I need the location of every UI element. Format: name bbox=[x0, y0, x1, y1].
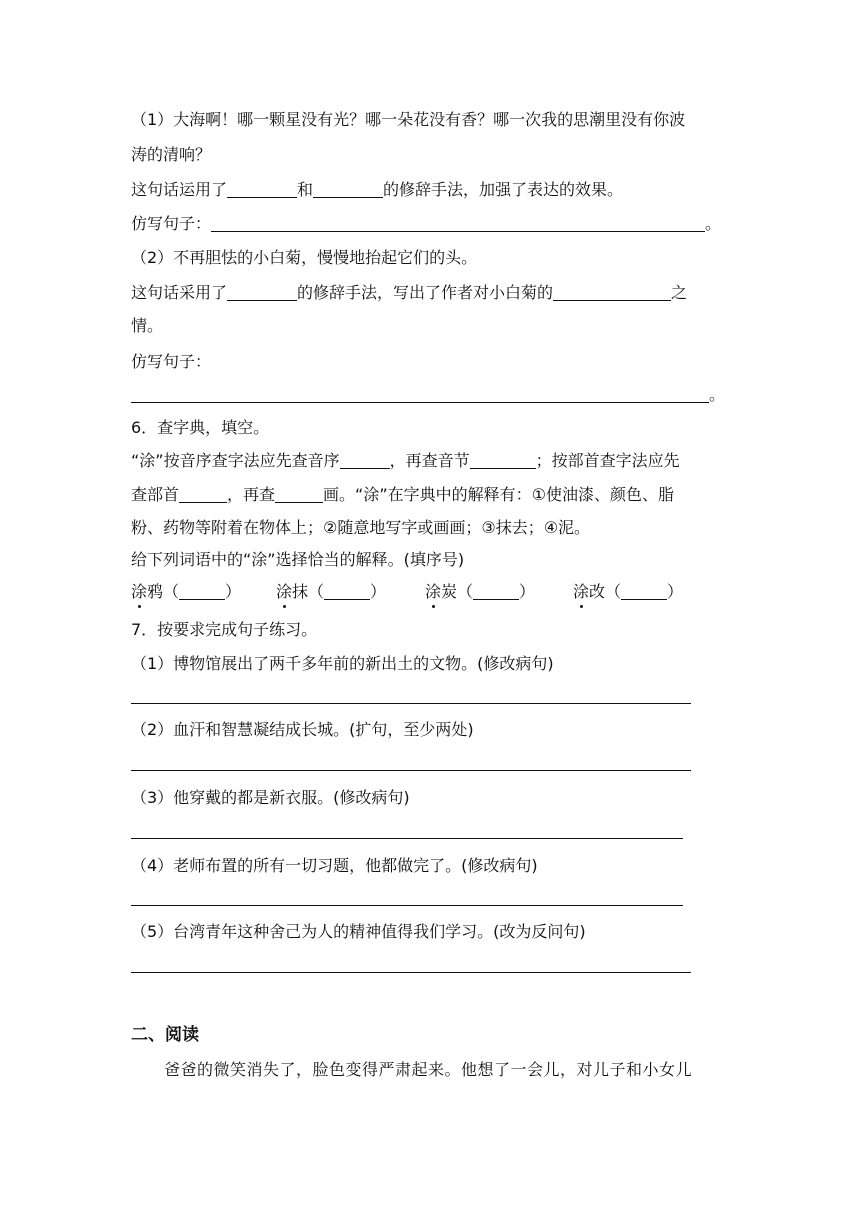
q6-blank-bushou[interactable] bbox=[179, 487, 227, 503]
q5-s2-fill bbox=[131, 283, 687, 303]
q7-title: 7．按要求完成句子练习。 bbox=[131, 620, 318, 639]
q6-word-3-paren-close: ） bbox=[519, 582, 536, 601]
q5-s1-fill-text-b: 和 bbox=[297, 180, 314, 199]
q6-word-2-blank[interactable] bbox=[324, 584, 370, 600]
q7-item-4: （4）老师布置的所有一切习题，他都做完了。(修改病句) bbox=[131, 856, 538, 875]
q5-s1-blank-2[interactable] bbox=[313, 182, 383, 198]
q6-line2 bbox=[131, 485, 674, 505]
q7-answer-line-5[interactable] bbox=[131, 972, 691, 973]
q5-s1-period: 。 bbox=[705, 214, 722, 233]
q6-word-1-paren-open: （ bbox=[163, 582, 180, 601]
q6-line3: 粉、药物等附着在物体上；②随意地写字或画画；③抹去；④泥。 bbox=[131, 518, 591, 537]
q6-word-1-char: 涂 bbox=[131, 582, 148, 601]
q6-word-4-char: 涂 bbox=[573, 582, 590, 601]
q6-word-4-paren-open: （ bbox=[605, 582, 622, 601]
q7-item-3: （3）他穿戴的都是新衣服。(修改病句) bbox=[131, 788, 410, 807]
q6-line2-text-b: ，再查 bbox=[227, 485, 276, 504]
q5-s1-imitate-blank[interactable] bbox=[211, 216, 705, 232]
q5-s1-imitate-label: 仿写句子： bbox=[131, 214, 212, 233]
q6-title: 6．查字典，填空。 bbox=[131, 418, 270, 437]
q6-word-4-blank[interactable] bbox=[621, 584, 667, 600]
q5-s2-imitate-blank[interactable] bbox=[131, 387, 709, 403]
q5-s1-blank-1[interactable] bbox=[227, 182, 297, 198]
q5-s2-fill-text-c: 之 bbox=[671, 283, 688, 302]
q7-answer-line-1[interactable] bbox=[131, 703, 691, 704]
q6-line4: 给下列词语中的“涂”选择恰当的解释。(填序号) bbox=[131, 550, 465, 569]
q5-s2-period: 。 bbox=[709, 385, 726, 404]
q6-word-1 bbox=[131, 582, 276, 602]
q7-item-1: （1）博物馆展出了两千多年前的新出土的文物。(修改病句) bbox=[131, 654, 554, 673]
q5-s2-blank-2[interactable] bbox=[553, 285, 671, 301]
q6-line1-text-b: ，再查音节 bbox=[389, 451, 470, 470]
q6-words bbox=[131, 582, 683, 602]
q7-answer-line-2[interactable] bbox=[131, 770, 691, 771]
q6-word-1-blank[interactable] bbox=[179, 584, 225, 600]
q6-word-2 bbox=[276, 582, 425, 602]
q5-s1-line2: 涛的清响？ bbox=[131, 145, 212, 164]
q5-s1-fill bbox=[131, 180, 623, 200]
q6-line2-text-c: 画。“涂”在字典中的解释有：①使油漆、颜色、脂 bbox=[323, 485, 674, 504]
q6-word-4-rest: 改 bbox=[589, 582, 606, 601]
q7-item-2: （2）血汗和智慧凝结成长城。(扩句，至少两处) bbox=[131, 720, 474, 739]
q5-s2-line3: 情。 bbox=[131, 316, 164, 335]
q6-word-3 bbox=[425, 582, 573, 602]
q6-word-2-paren-close: ） bbox=[370, 582, 387, 601]
q6-word-1-paren-close: ） bbox=[225, 582, 242, 601]
q7-item-5: （5）台湾青年这种舍己为人的精神值得我们学习。(改为反问句) bbox=[131, 922, 586, 941]
q6-blank-yinjie[interactable] bbox=[470, 453, 536, 469]
q5-s1-line1: （1）大海啊！哪一颗星没有光？哪一朵花没有香？哪一次我的思潮里没有你波 bbox=[131, 110, 686, 129]
q5-s2-imitate-label: 仿写句子： bbox=[131, 352, 212, 371]
q5-s2-blank-1[interactable] bbox=[227, 285, 297, 301]
q5-s2-line1: （2）不再胆怯的小白菊，慢慢地抬起它们的头。 bbox=[131, 248, 478, 267]
q5-s2-imitate bbox=[131, 385, 725, 405]
q6-word-2-rest: 抹 bbox=[292, 582, 309, 601]
q7-answer-line-4[interactable] bbox=[131, 905, 683, 906]
q6-blank-hua[interactable] bbox=[275, 487, 323, 503]
q6-line2-text-a: 查部首 bbox=[131, 485, 180, 504]
q5-s2-fill-text-b: 的修辞手法，写出了作者对小白菊的 bbox=[297, 283, 554, 302]
q6-line1 bbox=[131, 451, 680, 471]
q6-word-3-paren-open: （ bbox=[457, 582, 474, 601]
section-2-title: 二、阅读 bbox=[131, 1025, 199, 1045]
q5-s2-fill-text-a: 这句话采用了 bbox=[131, 283, 228, 302]
q6-word-4 bbox=[573, 582, 683, 602]
q6-word-2-char: 涂 bbox=[276, 582, 293, 601]
q5-s1-fill-text-c: 的修辞手法，加强了表达的效果。 bbox=[383, 180, 624, 199]
q6-word-3-char: 涂 bbox=[425, 582, 442, 601]
q6-line1-text-a: “涂”按音序查字法应先查音序 bbox=[131, 451, 340, 470]
q6-blank-yinxu[interactable] bbox=[340, 453, 390, 469]
q6-word-1-rest: 鸦 bbox=[147, 582, 164, 601]
q5-s1-imitate bbox=[131, 214, 721, 234]
q6-word-3-blank[interactable] bbox=[473, 584, 519, 600]
q6-word-2-paren-open: （ bbox=[308, 582, 325, 601]
q6-line1-text-c: ；按部首查字法应先 bbox=[535, 451, 680, 470]
reading-paragraph: 爸爸的微笑消失了，脸色变得严肃起来。他想了一会儿，对儿子和小女儿 bbox=[164, 1060, 693, 1079]
q6-word-3-rest: 炭 bbox=[441, 582, 458, 601]
q5-s1-fill-text-a: 这句话运用了 bbox=[131, 180, 228, 199]
q6-word-4-paren-close: ） bbox=[667, 582, 684, 601]
q7-answer-line-3[interactable] bbox=[131, 838, 683, 839]
